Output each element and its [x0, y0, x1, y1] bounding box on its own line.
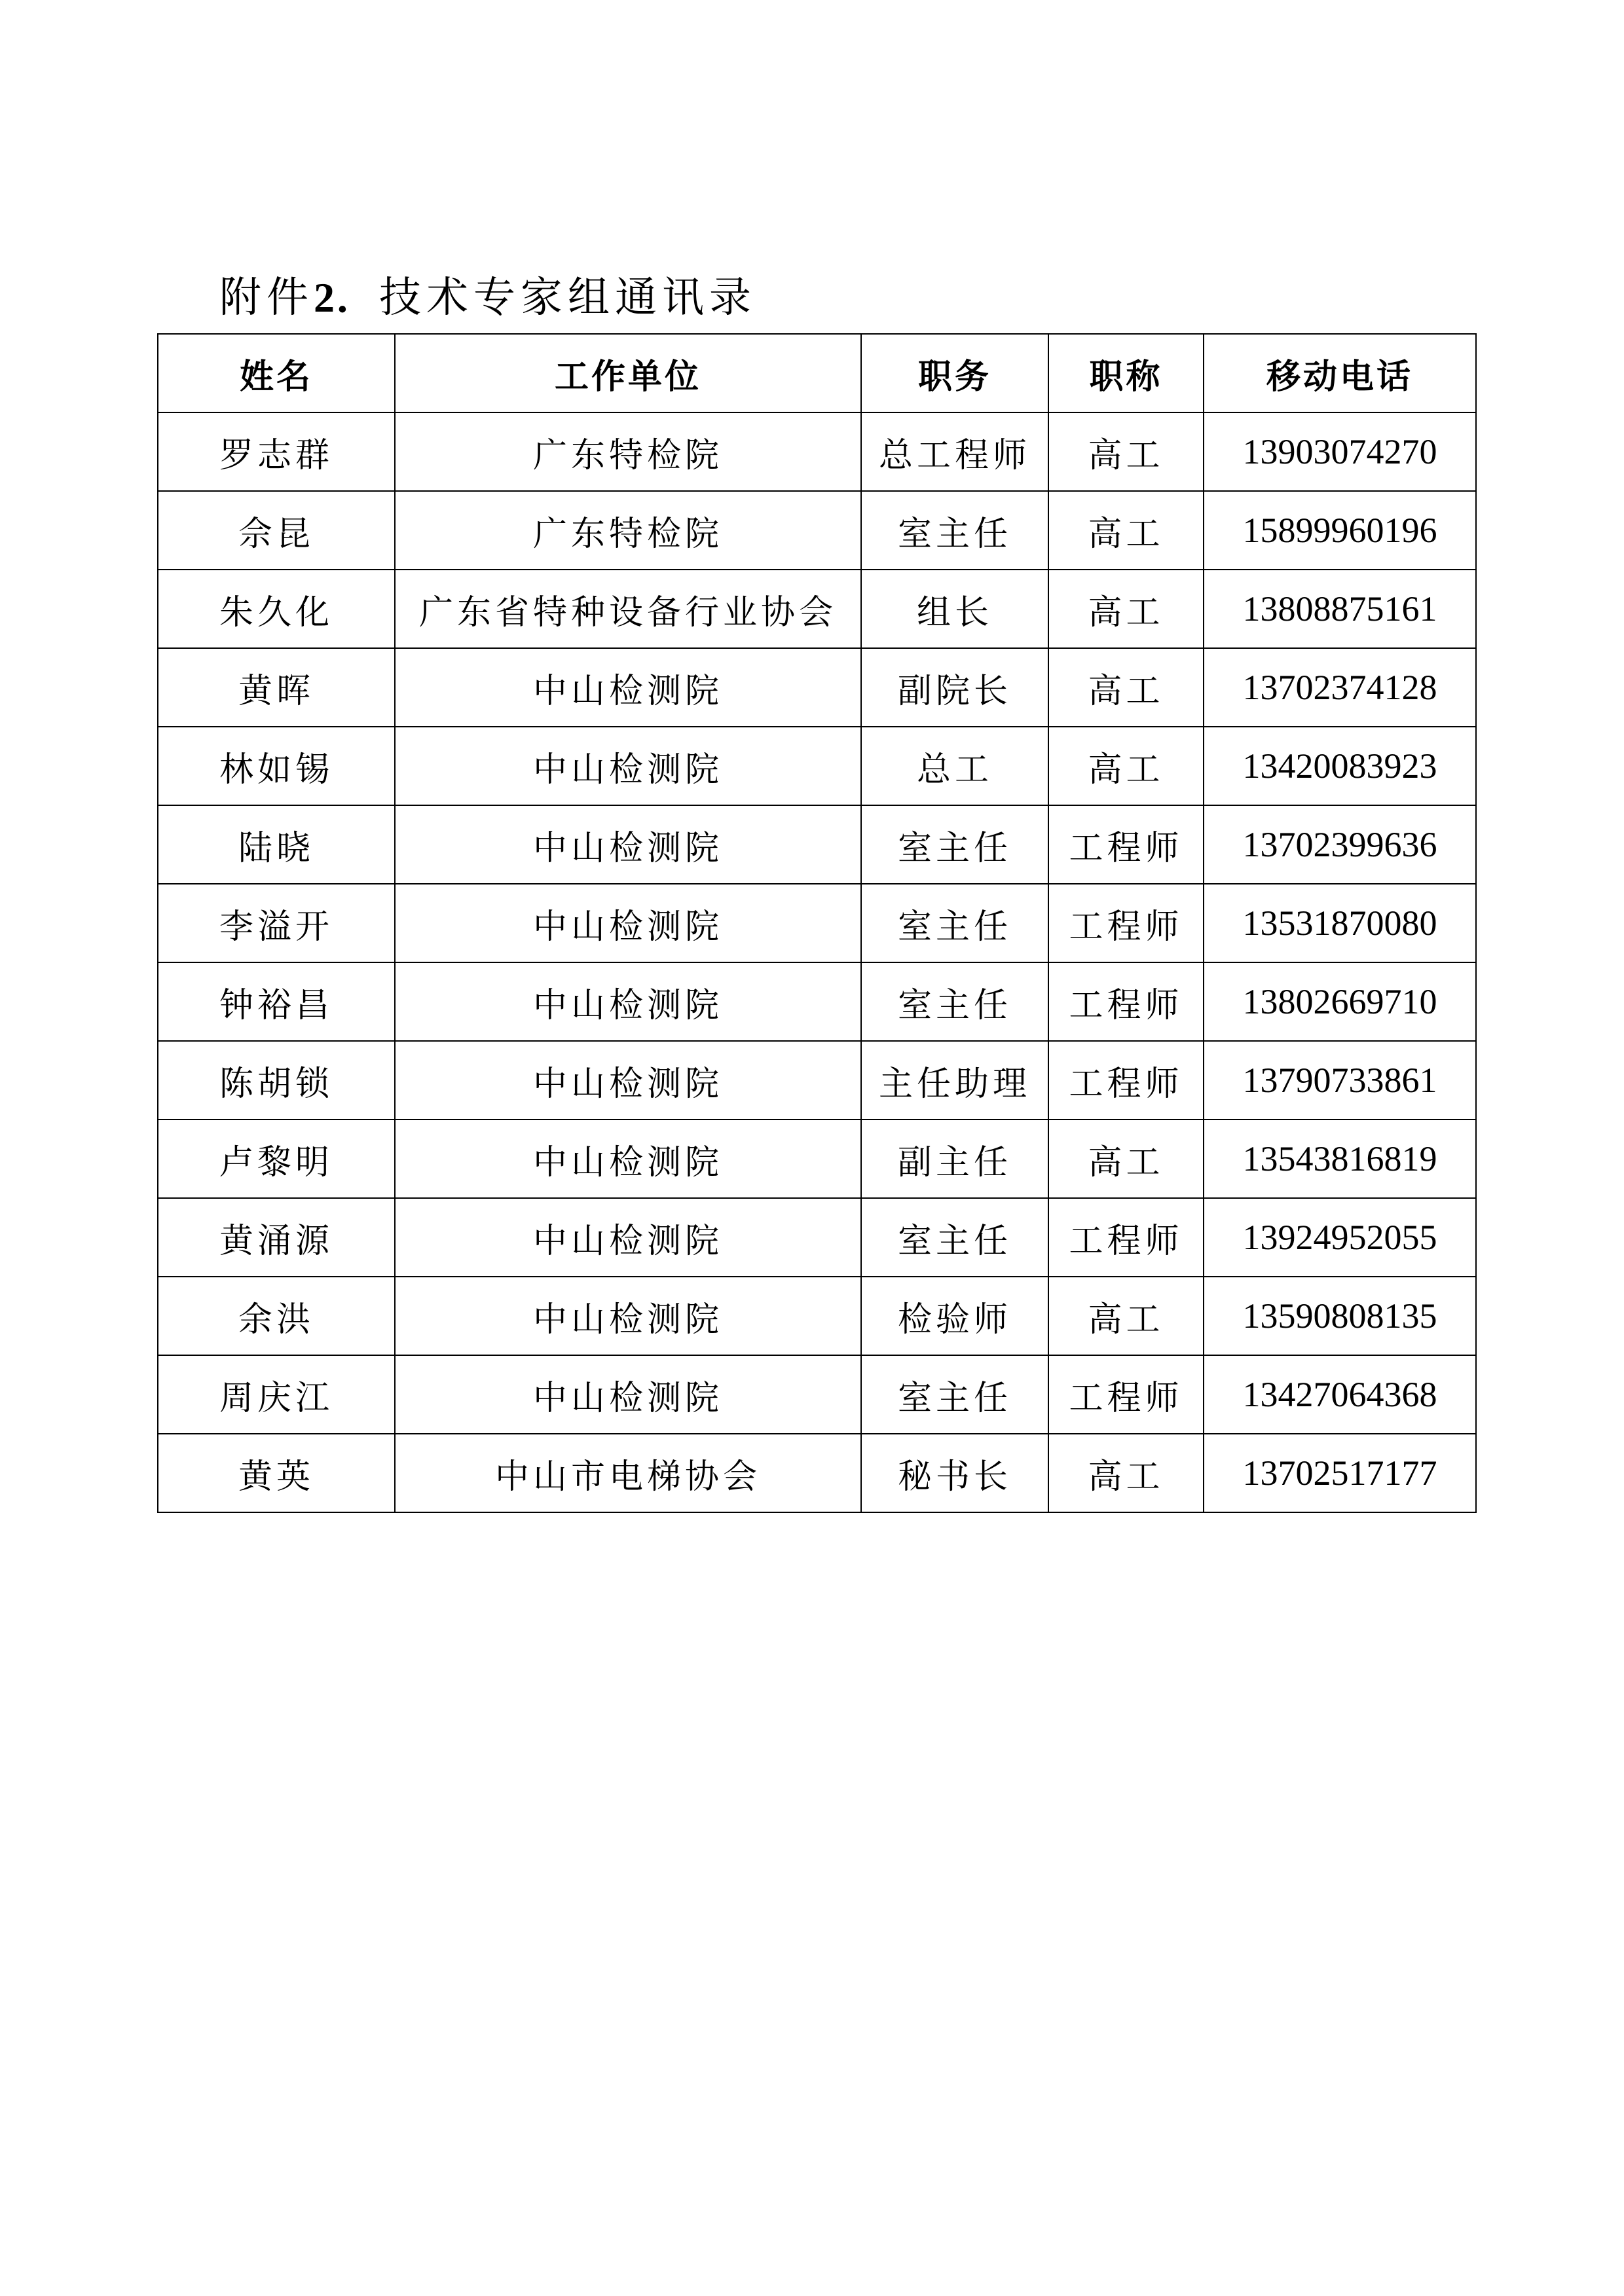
cell-name: 黄涌源 — [158, 1198, 395, 1277]
cell-phone: 13802669710 — [1204, 962, 1476, 1041]
cell-unit: 中山检测院 — [395, 1355, 861, 1434]
cell-title: 工程师 — [1048, 884, 1204, 962]
cell-duty: 总工 — [861, 727, 1048, 805]
cell-name: 周庆江 — [158, 1355, 395, 1434]
cell-title: 高工 — [1048, 491, 1204, 570]
table-row — [158, 1120, 1476, 1198]
cell-duty: 总工程师 — [861, 412, 1048, 491]
cell-duty: 室主任 — [861, 962, 1048, 1041]
header-phone: 移动电话 — [1204, 334, 1476, 412]
cell-name: 黄英 — [158, 1434, 395, 1512]
header-duty: 职务 — [861, 334, 1048, 412]
cell-unit: 广东省特种设备行业协会 — [395, 570, 861, 648]
header-name: 姓名 — [158, 334, 395, 412]
cell-phone: 13543816819 — [1204, 1120, 1476, 1198]
cell-name: 林如锡 — [158, 727, 395, 805]
cell-duty: 组长 — [861, 570, 1048, 648]
cell-unit: 中山检测院 — [395, 727, 861, 805]
cell-title: 工程师 — [1048, 1041, 1204, 1120]
table-row — [158, 1277, 1476, 1355]
contacts-table-body — [158, 412, 1476, 1512]
title-number: 2． — [314, 274, 379, 321]
cell-name: 卢黎明 — [158, 1120, 395, 1198]
table-row — [158, 962, 1476, 1041]
cell-name: 罗志群 — [158, 412, 395, 491]
title-text: 技术专家组通讯录 — [379, 274, 756, 322]
table-row — [158, 412, 1476, 491]
cell-unit: 中山检测院 — [395, 805, 861, 884]
table-row — [158, 727, 1476, 805]
cell-unit: 中山检测院 — [395, 884, 861, 962]
table-row — [158, 1198, 1476, 1277]
cell-phone: 13420083923 — [1204, 727, 1476, 805]
cell-name: 钟裕昌 — [158, 962, 395, 1041]
cell-phone: 13790733861 — [1204, 1041, 1476, 1120]
cell-duty: 室主任 — [861, 1355, 1048, 1434]
cell-phone: 13702399636 — [1204, 805, 1476, 884]
cell-title: 高工 — [1048, 570, 1204, 648]
cell-phone: 13531870080 — [1204, 884, 1476, 962]
table-row — [158, 648, 1476, 727]
cell-title: 高工 — [1048, 648, 1204, 727]
cell-unit: 中山检测院 — [395, 1120, 861, 1198]
cell-duty: 室主任 — [861, 1198, 1048, 1277]
cell-title: 高工 — [1048, 412, 1204, 491]
title-prefix: 附件 — [219, 274, 314, 322]
table-row — [158, 570, 1476, 648]
cell-phone: 13702517177 — [1204, 1434, 1476, 1512]
table-row — [158, 1041, 1476, 1120]
cell-duty: 秘书长 — [861, 1434, 1048, 1512]
table-row — [158, 884, 1476, 962]
table-row — [158, 1434, 1476, 1512]
table-row — [158, 805, 1476, 884]
cell-duty: 副院长 — [861, 648, 1048, 727]
cell-unit: 中山检测院 — [395, 1198, 861, 1277]
header-unit: 工作单位 — [395, 334, 861, 412]
cell-phone: 13808875161 — [1204, 570, 1476, 648]
contacts-table — [157, 333, 1477, 1513]
cell-title: 工程师 — [1048, 805, 1204, 884]
cell-duty: 室主任 — [861, 491, 1048, 570]
cell-name: 余洪 — [158, 1277, 395, 1355]
cell-title: 工程师 — [1048, 1198, 1204, 1277]
cell-name: 黄晖 — [158, 648, 395, 727]
cell-name: 李溢开 — [158, 884, 395, 962]
header-title: 职称 — [1048, 334, 1204, 412]
cell-duty: 室主任 — [861, 884, 1048, 962]
document-title — [219, 265, 756, 331]
cell-name: 陆晓 — [158, 805, 395, 884]
cell-unit: 中山市电梯协会 — [395, 1434, 861, 1512]
cell-phone: 13903074270 — [1204, 412, 1476, 491]
cell-unit: 中山检测院 — [395, 962, 861, 1041]
table-row — [158, 1355, 1476, 1434]
cell-title: 工程师 — [1048, 962, 1204, 1041]
cell-phone: 13924952055 — [1204, 1198, 1476, 1277]
cell-title: 高工 — [1048, 1434, 1204, 1512]
cell-phone: 15899960196 — [1204, 491, 1476, 570]
cell-duty: 副主任 — [861, 1120, 1048, 1198]
cell-unit: 广东特检院 — [395, 412, 861, 491]
cell-title: 高工 — [1048, 1277, 1204, 1355]
cell-unit: 中山检测院 — [395, 648, 861, 727]
cell-duty: 主任助理 — [861, 1041, 1048, 1120]
cell-phone: 13590808135 — [1204, 1277, 1476, 1355]
cell-name: 佘昆 — [158, 491, 395, 570]
table-row — [158, 491, 1476, 570]
cell-name: 陈胡锁 — [158, 1041, 395, 1120]
table-header-row — [158, 334, 1476, 412]
cell-name: 朱久化 — [158, 570, 395, 648]
cell-phone: 13702374128 — [1204, 648, 1476, 727]
cell-title: 高工 — [1048, 1120, 1204, 1198]
cell-unit: 广东特检院 — [395, 491, 861, 570]
cell-duty: 室主任 — [861, 805, 1048, 884]
cell-title: 工程师 — [1048, 1355, 1204, 1434]
cell-duty: 检验师 — [861, 1277, 1048, 1355]
cell-phone: 13427064368 — [1204, 1355, 1476, 1434]
cell-unit: 中山检测院 — [395, 1277, 861, 1355]
cell-unit: 中山检测院 — [395, 1041, 861, 1120]
cell-title: 高工 — [1048, 727, 1204, 805]
